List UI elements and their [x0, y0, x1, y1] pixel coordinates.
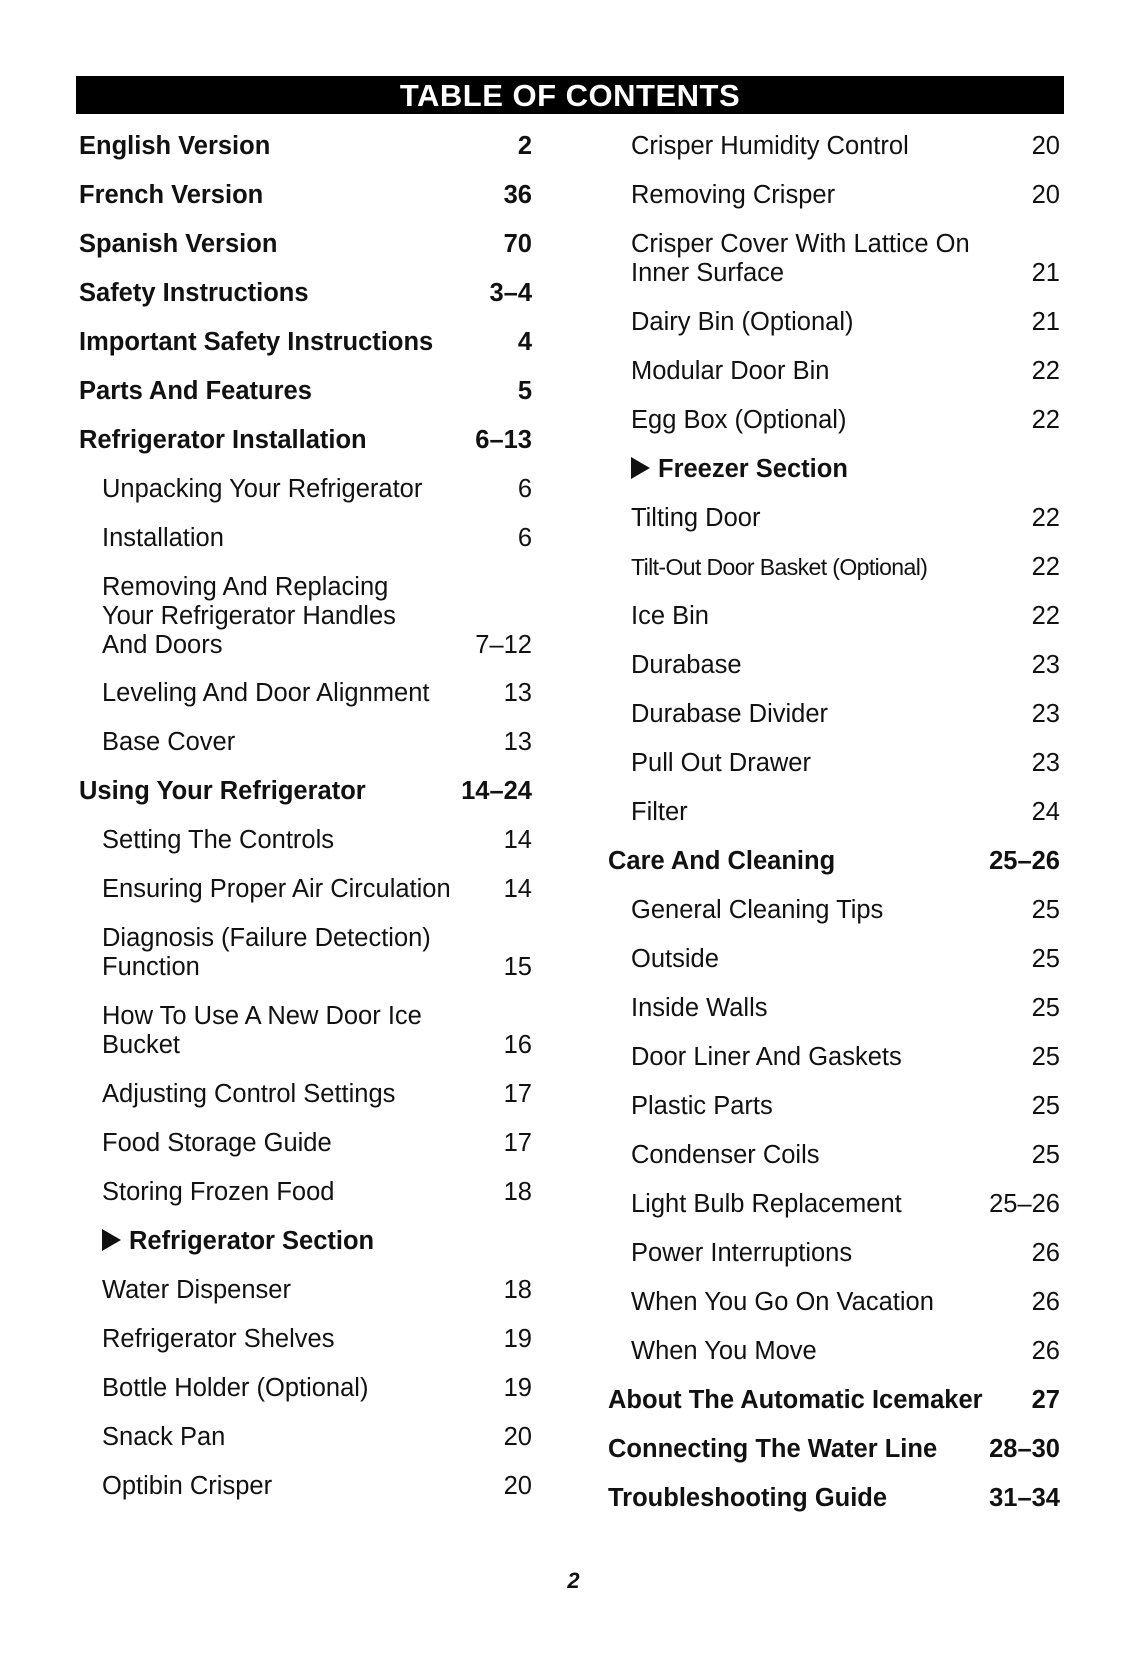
- entry-page: 6: [517, 475, 532, 503]
- toc-title: TABLE OF CONTENTS: [76, 76, 1064, 114]
- entry-page: 25: [1031, 994, 1060, 1022]
- entry-label: Optibin Crisper: [102, 1472, 273, 1500]
- toc-entry: [608, 994, 1060, 1023]
- entry-page: 26: [1031, 1288, 1060, 1316]
- toc-entry: [608, 1239, 1060, 1268]
- entry-label: Inside Walls: [631, 994, 768, 1022]
- entry-label: Light Bulb Replacement: [631, 1190, 902, 1218]
- entry-page: 26: [1031, 1239, 1060, 1267]
- entry-label: Durabase: [631, 651, 742, 679]
- toc-entry: [608, 945, 1060, 974]
- toc-entry: [79, 1472, 532, 1501]
- toc-entry: [79, 1325, 532, 1354]
- entry-label: Parts And Features: [79, 377, 312, 405]
- toc-entry: [608, 847, 1060, 876]
- entry-page: 20: [503, 1472, 532, 1500]
- section-label: Freezer Section: [658, 455, 848, 483]
- toc-entry: [79, 524, 532, 553]
- entry-label: Leveling And Door Alignment: [102, 679, 430, 707]
- entry-page: 23: [1031, 651, 1060, 679]
- entry-page: 6: [517, 524, 532, 552]
- toc-entry: [79, 679, 532, 708]
- entry-page: 22: [1031, 504, 1060, 532]
- entry-label: Condenser Coils: [631, 1141, 820, 1169]
- triangle-bullet-icon: [631, 457, 650, 479]
- entry-label: Refrigerator Shelves: [102, 1325, 335, 1353]
- entry-page: 21: [1031, 308, 1060, 336]
- entry-label: Connecting The Water Line: [608, 1435, 938, 1463]
- entry-label: Durabase Divider: [631, 700, 829, 728]
- entry-label: Outside: [631, 945, 719, 973]
- toc-entry: [79, 230, 532, 259]
- toc-entry: [608, 504, 1060, 533]
- entry-label: Tilt-Out Door Basket (Optional): [631, 554, 928, 580]
- toc-entry: [608, 602, 1060, 631]
- toc-entry: [608, 700, 1060, 729]
- toc-entry: [608, 181, 1060, 210]
- entry-page: 25: [1031, 1141, 1060, 1169]
- entry-label: Adjusting Control Settings: [102, 1080, 396, 1108]
- entry-page: 20: [1031, 132, 1060, 160]
- entry-label: Crisper Cover With Lattice On Inner Surface: [631, 230, 970, 287]
- entry-label: Storing Frozen Food: [102, 1178, 335, 1206]
- toc-entry: [79, 279, 532, 308]
- entry-page: 22: [1031, 357, 1060, 385]
- entry-label: Care And Cleaning: [608, 847, 836, 875]
- toc-entry: [79, 728, 532, 757]
- entry-page: 21: [1031, 259, 1060, 287]
- toc-entry: [608, 553, 1060, 582]
- entry-label: Base Cover: [102, 728, 236, 756]
- entry-label: Refrigerator Installation: [79, 426, 367, 454]
- toc-entry: [608, 1092, 1060, 1121]
- toc-entry: [79, 132, 532, 161]
- entry-page: 14: [503, 875, 532, 903]
- toc-entry: [608, 1386, 1060, 1415]
- entry-page: 4: [517, 328, 532, 356]
- toc-entry: [608, 357, 1060, 386]
- entry-label: When You Move: [631, 1337, 817, 1365]
- entry-page: 16: [503, 1031, 532, 1059]
- entry-label: Bottle Holder (Optional): [102, 1374, 369, 1402]
- toc-entry: [79, 377, 532, 406]
- entry-label: Spanish Version: [79, 230, 278, 258]
- entry-page: 36: [503, 181, 532, 209]
- entry-label: [608, 455, 1050, 484]
- toc-entry: [79, 328, 532, 357]
- entry-label: Egg Box (Optional): [631, 406, 847, 434]
- toc-entry: [79, 1178, 532, 1207]
- entry-label: English Version: [79, 132, 271, 160]
- entry-label: Troubleshooting Guide: [608, 1484, 888, 1512]
- entry-page: 22: [1031, 406, 1060, 434]
- entry-page: 25: [1031, 1043, 1060, 1071]
- entry-page: 26: [1031, 1337, 1060, 1365]
- entry-label: When You Go On Vacation: [631, 1288, 934, 1316]
- entry-label: Plastic Parts: [631, 1092, 773, 1120]
- page-number: 2: [567, 1568, 580, 1593]
- entry-page: 13: [503, 728, 532, 756]
- entry-page: 6–13: [475, 426, 532, 454]
- toc-entry: [79, 573, 532, 660]
- entry-page: 17: [503, 1080, 532, 1108]
- toc-entry: [608, 798, 1060, 827]
- entry-page: 14–24: [461, 777, 532, 805]
- toc-entry: [79, 875, 532, 904]
- entry-label: Dairy Bin (Optional): [631, 308, 854, 336]
- entry-label: Ice Bin: [631, 602, 709, 630]
- entry-page: 19: [503, 1374, 532, 1402]
- entry-page: 25–26: [989, 847, 1060, 875]
- toc-entry: [608, 406, 1060, 435]
- entry-page: 27: [1031, 1386, 1060, 1414]
- entry-page: 5: [517, 377, 532, 405]
- entry-page: 23: [1031, 749, 1060, 777]
- section-label: Refrigerator Section: [129, 1227, 375, 1255]
- entry-label: Using Your Refrigerator: [79, 777, 366, 805]
- entry-label: Modular Door Bin: [631, 357, 830, 385]
- entry-page: 15: [503, 953, 532, 981]
- entry-page: 22: [1031, 553, 1060, 581]
- triangle-bullet-icon: [102, 1229, 121, 1251]
- toc-entry: [608, 749, 1060, 778]
- toc-entry: [79, 475, 532, 504]
- entry-label: Diagnosis (Failure Detection) Function: [102, 924, 431, 981]
- entry-page: 28–30: [989, 1435, 1060, 1463]
- toc-entry: [79, 1002, 532, 1060]
- toc-entry: [608, 1043, 1060, 1072]
- toc-section-heading: [79, 1227, 532, 1256]
- toc-entry: [79, 1129, 532, 1158]
- entry-page: 19: [503, 1325, 532, 1353]
- entry-label: Installation: [102, 524, 224, 552]
- entry-label: Safety Instructions: [79, 279, 309, 307]
- entry-page: 24: [1031, 798, 1060, 826]
- toc-entry: [79, 826, 532, 855]
- entry-label: Power Interruptions: [631, 1239, 853, 1267]
- toc-entry: [608, 896, 1060, 925]
- toc-entry: [79, 181, 532, 210]
- toc-entry: [608, 1337, 1060, 1366]
- entry-label: Pull Out Drawer: [631, 749, 811, 777]
- entry-page: 7–12: [475, 631, 532, 659]
- toc-entry: [79, 1423, 532, 1452]
- toc-entry: [608, 651, 1060, 680]
- entry-label: Filter: [631, 798, 688, 826]
- entry-page: 17: [503, 1129, 532, 1157]
- entry-page: 25: [1031, 896, 1060, 924]
- toc-entry: [608, 132, 1060, 161]
- entry-label: Snack Pan: [102, 1423, 226, 1451]
- entry-page: 70: [503, 230, 532, 258]
- entry-page: 25–26: [989, 1190, 1060, 1218]
- toc-entry: [608, 1288, 1060, 1317]
- toc-entry: [608, 1484, 1060, 1513]
- entry-page: 2: [517, 132, 532, 160]
- entry-page: 20: [1031, 181, 1060, 209]
- entry-page: 13: [503, 679, 532, 707]
- entry-label: Important Safety Instructions: [79, 328, 434, 356]
- entry-page: 3–4: [489, 279, 532, 307]
- toc-entry: [608, 230, 1060, 288]
- entry-page: 25: [1031, 1092, 1060, 1120]
- entry-label: About The Automatic Icemaker: [608, 1386, 983, 1414]
- toc-entry: [79, 777, 532, 806]
- toc-entry: [79, 1374, 532, 1403]
- entry-label: Ensuring Proper Air Circulation: [102, 875, 451, 903]
- entry-label: Removing Crisper: [631, 181, 836, 209]
- entry-label: Unpacking Your Refrigerator: [102, 475, 423, 503]
- entry-label: Water Dispenser: [102, 1276, 291, 1304]
- entry-label: How To Use A New Door Ice Bucket: [102, 1002, 422, 1059]
- entry-page: 20: [503, 1423, 532, 1451]
- toc-entry: [79, 1080, 532, 1109]
- entry-label: Door Liner And Gaskets: [631, 1043, 902, 1071]
- toc-entry: [79, 1276, 532, 1305]
- entry-page: 14: [503, 826, 532, 854]
- entry-page: 22: [1031, 602, 1060, 630]
- entry-page: 23: [1031, 700, 1060, 728]
- entry-page: 18: [503, 1178, 532, 1206]
- entry-label: Setting The Controls: [102, 826, 334, 854]
- entry-label: Removing And Replacing Your Refrigerator Handles And Doors: [102, 573, 396, 659]
- toc-entry: [608, 308, 1060, 337]
- entry-page: 25: [1031, 945, 1060, 973]
- entry-label: [79, 1227, 522, 1256]
- toc-section-heading: [608, 455, 1060, 484]
- entry-label: Crisper Humidity Control: [631, 132, 909, 160]
- entry-label: Food Storage Guide: [102, 1129, 332, 1157]
- entry-page: 18: [503, 1276, 532, 1304]
- toc-entry: [608, 1141, 1060, 1170]
- entry-page: 31–34: [989, 1484, 1060, 1512]
- entry-label: French Version: [79, 181, 264, 209]
- toc-entry: [608, 1435, 1060, 1464]
- toc-entry: [608, 1190, 1060, 1219]
- toc-entry: [79, 426, 532, 455]
- entry-label: General Cleaning Tips: [631, 896, 884, 924]
- toc-entry: [79, 924, 532, 982]
- entry-label: Tilting Door: [631, 504, 761, 532]
